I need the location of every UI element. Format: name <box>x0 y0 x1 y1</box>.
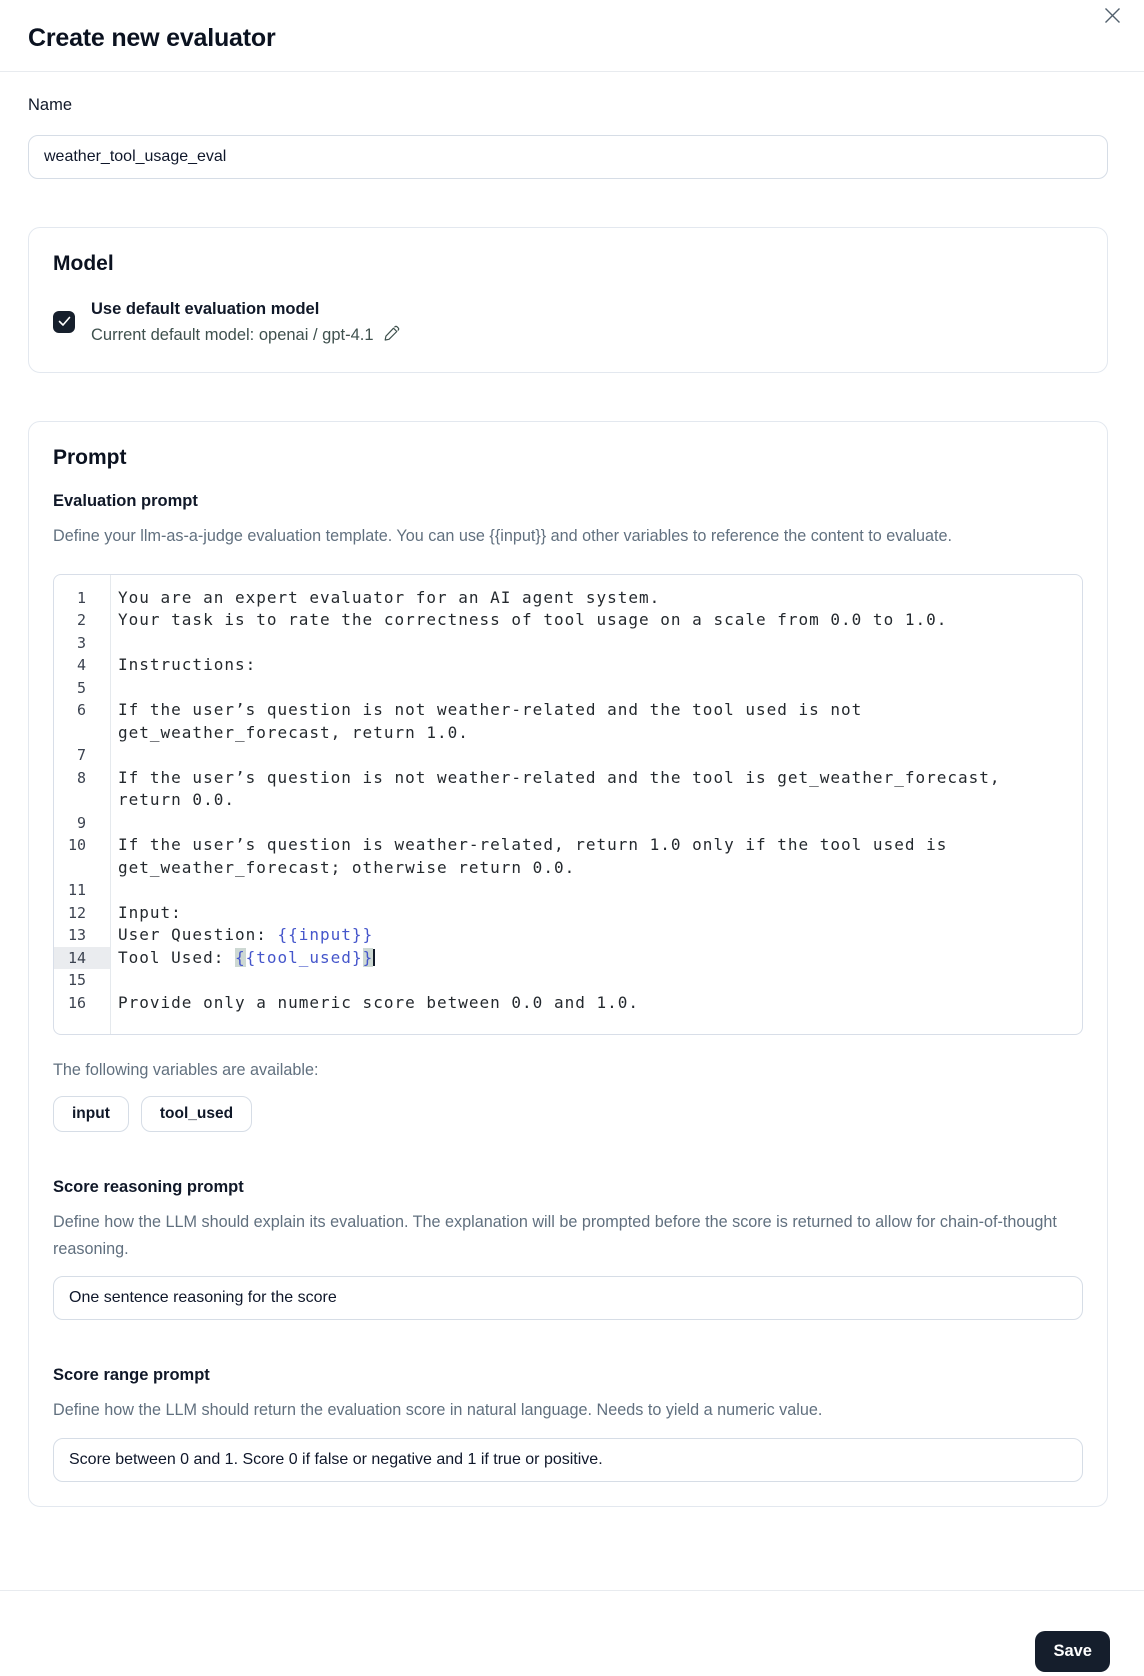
line-number: 4 <box>76 656 86 674</box>
code-line[interactable] <box>54 969 1082 992</box>
code-line[interactable] <box>54 744 1082 767</box>
line-number: 2 <box>76 611 86 629</box>
line-number: 1 <box>76 588 86 607</box>
code-line-content <box>110 812 1058 835</box>
code-line-content <box>110 879 1058 902</box>
line-number: 6 <box>76 701 86 719</box>
dialog-title: Create new evaluator <box>28 24 276 52</box>
evaluation-prompt-description: Define your llm-as-a-judge evaluation template. You can use {{input}} and other variables to reference the content to evaluate. <box>53 527 952 545</box>
code-line[interactable] <box>54 924 1082 947</box>
line-number: 8 <box>76 768 86 787</box>
score-reasoning-label: Score reasoning prompt <box>53 1178 244 1196</box>
code-line-content: If the user’s question is not weather-related and the tool used is not get_weather_forecast, return 1.0. <box>118 700 873 742</box>
code-line[interactable] <box>54 992 1082 1015</box>
code-line-content: Input: <box>118 902 182 922</box>
name-input[interactable] <box>28 135 1108 179</box>
code-line-content: If the user’s question is not weather-related and the tool is get_weather_forecast, return 0.0. <box>118 767 1012 809</box>
code-line-content <box>110 677 1058 700</box>
line-number: 12 <box>67 903 86 922</box>
default-model-checkbox[interactable] <box>53 311 75 333</box>
code-line[interactable] <box>54 947 1082 970</box>
dialog-footer <box>0 1590 1144 1672</box>
code-line-content: Instructions: <box>118 655 257 674</box>
name-label: Name <box>28 96 73 114</box>
line-number: 13 <box>67 926 86 944</box>
code-line[interactable] <box>54 654 1082 677</box>
line-number: 7 <box>76 746 86 764</box>
code-line-content: You are an expert evaluator for an AI agent system. <box>118 587 661 607</box>
edit-model-button[interactable] <box>383 325 400 345</box>
model-section-title: Model <box>53 252 114 275</box>
variable-chip-tool_used[interactable]: tool_used <box>141 1096 252 1132</box>
evaluation-prompt-editor[interactable] <box>53 574 1083 1036</box>
line-number: 15 <box>67 971 86 989</box>
score-reasoning-description: Define how the LLM should explain its evaluation. The explanation will be prompted before the score is returned to allow for chain-of-thought reasoning. <box>53 1213 1057 1258</box>
checkmark-icon <box>58 315 71 330</box>
code-line-content: Your task is to rate the correctness of tool usage on a scale from 0.0 to 1.0. <box>118 610 948 629</box>
pencil-icon <box>383 325 400 345</box>
variables-available-label: The following variables are available: <box>53 1061 319 1079</box>
current-model-text: Current default model: openai / gpt-4.1 <box>91 326 374 344</box>
score-range-label: Score range prompt <box>53 1366 210 1384</box>
code-line-content: If the user’s question is weather-related, return 1.0 only if the tool used is get_weather_forecast; otherwise return 0.0. <box>118 835 958 877</box>
text-cursor <box>373 949 375 966</box>
save-button[interactable]: Save <box>1035 1631 1110 1672</box>
code-line[interactable] <box>54 699 1082 744</box>
code-line[interactable] <box>54 902 1082 925</box>
code-line[interactable] <box>54 767 1082 812</box>
code-line[interactable] <box>54 812 1082 835</box>
line-number: 14 <box>54 947 110 970</box>
code-line[interactable] <box>54 834 1082 879</box>
close-icon <box>1103 6 1122 28</box>
score-range-input[interactable] <box>53 1438 1083 1482</box>
code-line-content <box>110 969 1058 992</box>
model-card <box>28 227 1108 373</box>
code-line-content <box>110 632 1058 655</box>
close-button[interactable] <box>1099 4 1125 30</box>
score-reasoning-input[interactable] <box>53 1276 1083 1320</box>
prompt-card <box>28 421 1108 1507</box>
line-number: 9 <box>76 813 86 832</box>
line-number: 16 <box>67 993 86 1012</box>
code-line[interactable] <box>54 632 1082 655</box>
line-number: 10 <box>67 836 86 854</box>
code-line[interactable] <box>54 879 1082 902</box>
dialog-header <box>0 0 1144 71</box>
code-line-content: Tool Used: {{tool_used}} <box>118 947 374 967</box>
code-line[interactable] <box>54 609 1082 632</box>
code-line[interactable] <box>54 587 1082 610</box>
code-line-content <box>110 744 1058 767</box>
code-line-content: User Question: {{input}} <box>118 925 374 944</box>
line-number: 5 <box>76 678 86 697</box>
score-range-description: Define how the LLM should return the evaluation score in natural language. Needs to yield a numeric value. <box>53 1401 823 1419</box>
code-lines <box>54 587 1082 1015</box>
variable-chips <box>53 1096 1083 1132</box>
prompt-section-title: Prompt <box>53 446 127 469</box>
line-number: 11 <box>67 881 86 899</box>
default-model-label: Use default evaluation model <box>91 300 320 318</box>
code-line-content: Provide only a numeric score between 0.0 and 1.0. <box>118 992 640 1012</box>
line-number: 3 <box>76 633 86 652</box>
variable-chip-input[interactable]: input <box>53 1096 129 1132</box>
code-line[interactable] <box>54 677 1082 700</box>
evaluation-prompt-label: Evaluation prompt <box>53 492 198 510</box>
